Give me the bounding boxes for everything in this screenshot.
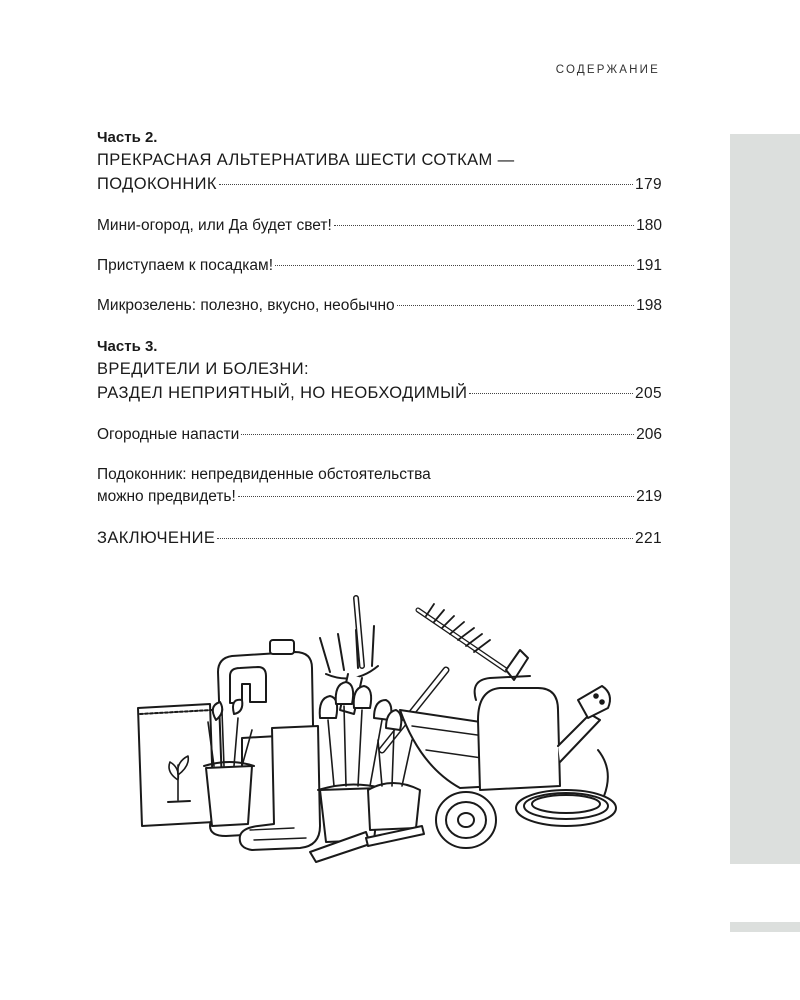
table-of-contents bbox=[97, 128, 662, 551]
toc-entry[interactable] bbox=[97, 215, 662, 237]
page-number: 206 bbox=[636, 426, 662, 443]
entry-title: Микрозелень: полезно, вкусно, необычно bbox=[97, 297, 395, 314]
leader-dots bbox=[238, 496, 634, 497]
page-number: 179 bbox=[634, 176, 662, 193]
part-title-row bbox=[97, 172, 662, 197]
leader-dots bbox=[219, 184, 633, 185]
leader-dots bbox=[241, 434, 634, 435]
entry-title: Приступаем к посадкам! bbox=[97, 257, 274, 274]
page-number: 205 bbox=[634, 385, 662, 402]
toc-conclusion[interactable] bbox=[97, 526, 662, 551]
leader-dots bbox=[469, 393, 633, 394]
toc-entry[interactable] bbox=[97, 464, 662, 508]
part-title: ПОДОКОННИК bbox=[97, 175, 217, 193]
toc-part-3[interactable] bbox=[97, 337, 662, 406]
garden-tools-illustration bbox=[130, 590, 650, 880]
page-number: 219 bbox=[636, 488, 662, 505]
seed-bag-icon bbox=[138, 704, 214, 826]
leader-dots bbox=[334, 225, 634, 226]
toc-part-2[interactable] bbox=[97, 128, 662, 197]
toc-entry[interactable] bbox=[97, 424, 662, 446]
toc-entry[interactable] bbox=[97, 295, 662, 317]
leader-dots bbox=[397, 305, 634, 306]
page-edge-tab bbox=[730, 134, 800, 864]
page-number: 198 bbox=[636, 297, 662, 314]
entry-title: Подоконник: непредвиденные обстоятельства bbox=[97, 466, 431, 483]
leader-dots bbox=[275, 265, 634, 266]
toc-entry[interactable] bbox=[97, 255, 662, 277]
entry-title: можно предвидеть! bbox=[97, 488, 236, 505]
conclusion-title: ЗАКЛЮЧЕНИЕ bbox=[97, 529, 216, 547]
part-label: Часть 2. bbox=[97, 129, 158, 146]
running-head: СОДЕРЖАНИЕ bbox=[555, 64, 660, 76]
page-edge-tab-small bbox=[730, 922, 800, 932]
part-title: РАЗДЕЛ НЕПРИЯТНЫЙ, НО НЕОБХОДИМЫЙ bbox=[97, 384, 468, 402]
page-number: 180 bbox=[636, 217, 662, 234]
part-title: ПРЕКРАСНАЯ АЛЬТЕРНАТИВА ШЕСТИ СОТКАМ — bbox=[97, 151, 515, 169]
leader-dots bbox=[217, 538, 633, 539]
entry-title: Огородные напасти bbox=[97, 426, 240, 443]
page-number: 191 bbox=[636, 257, 662, 274]
part-label: Часть 3. bbox=[97, 338, 158, 355]
page-number: 221 bbox=[634, 530, 662, 547]
watering-can-icon bbox=[475, 676, 610, 790]
part-title-row bbox=[97, 381, 662, 406]
part-title: ВРЕДИТЕЛИ И БОЛЕЗНИ: bbox=[97, 360, 309, 378]
entry-title: Мини-огород, или Да будет свет! bbox=[97, 217, 332, 234]
